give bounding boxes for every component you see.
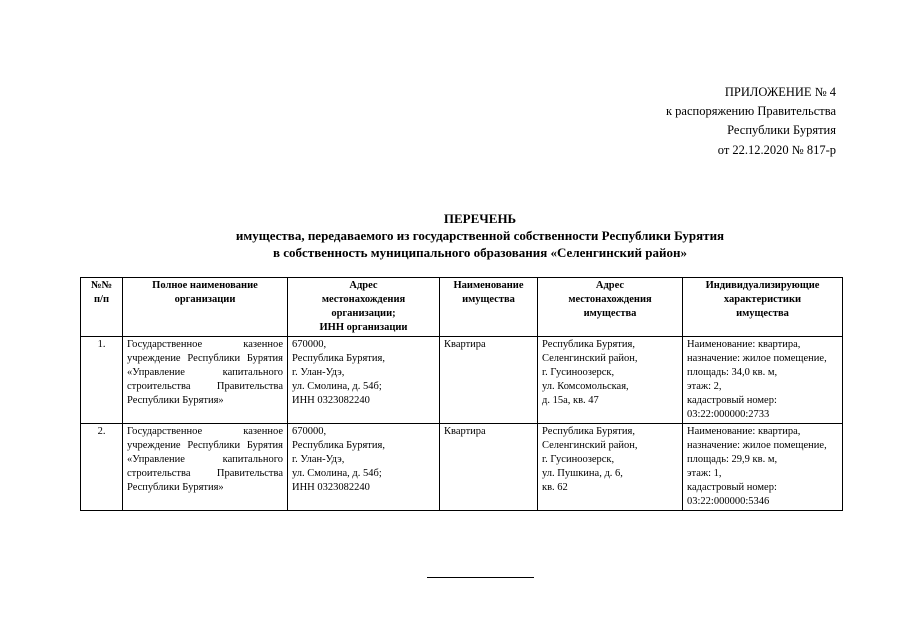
property-address: Республика Бурятия, Селенгинский район, г. Гусиноозерск, ул. Пушкина, д. 6, кв. 62 <box>538 424 683 511</box>
header-characteristics: Индивидуализирующие характеристики имущества <box>683 278 843 337</box>
property-characteristics: Наименование: квартира, назначение: жилое помещение, площадь: 34,0 кв. м, этаж: 2, кадастровый номер: 03:22:000000:2733 <box>683 337 843 424</box>
title-subtitle-2: в собственность муниципального образования «Селенгинский район» <box>273 245 687 260</box>
header-number: №№ п/п <box>81 278 123 337</box>
row-number: 2. <box>81 424 123 511</box>
org-address: 670000, Республика Бурятия, г. Улан-Удэ, ул. Смолина, д. 54б; ИНН 0323082240 <box>288 424 440 511</box>
appendix-number: ПРИЛОЖЕНИЕ № 4 <box>724 85 836 99</box>
table-header-row <box>81 278 843 337</box>
header-property-name: Наименование имущества <box>440 278 538 337</box>
org-name: Государственное казенное учреждение Республики Бурятия «Управление капитального строительства Правительства Республики Бурятия» <box>123 337 288 424</box>
document-title <box>80 210 880 261</box>
title-main: ПЕРЕЧЕНЬ <box>443 211 517 226</box>
row-number: 1. <box>81 337 123 424</box>
org-name: Государственное казенное учреждение Республики Бурятия «Управление капитального строительства Правительства Республики Бурятия» <box>123 424 288 511</box>
org-address: 670000, Республика Бурятия, г. Улан-Удэ, ул. Смолина, д. 54б; ИНН 0323082240 <box>288 337 440 424</box>
header-property-address: Адрес местонахождения имущества <box>538 278 683 337</box>
table-row <box>81 424 843 511</box>
header-org-name: Полное наименование организации <box>123 278 288 337</box>
property-name: Квартира <box>440 337 538 424</box>
property-name: Квартира <box>440 424 538 511</box>
appendix-date: от 22.12.2020 № 817-р <box>717 142 836 157</box>
appendix-reference: к распоряжению Правительства <box>665 104 836 119</box>
appendix-government: Республики Бурятия <box>727 123 836 138</box>
appendix-header <box>536 83 836 160</box>
title-subtitle-1: имущества, передаваемого из государственной собственности Республики Бурятия <box>235 228 725 243</box>
property-table <box>80 277 843 511</box>
property-address: Республика Бурятия, Селенгинский район, г. Гусиноозерск, ул. Комсомольская, д. 15а, кв. 47 <box>538 337 683 424</box>
property-characteristics: Наименование: квартира, назначение: жилое помещение, площадь: 29,9 кв. м, этаж: 1, кадастровый номер: 03:22:000000:5346 <box>683 424 843 511</box>
end-divider <box>427 577 534 578</box>
header-org-address: Адрес местонахождения организации; ИНН организации <box>288 278 440 337</box>
table-row <box>81 337 843 424</box>
